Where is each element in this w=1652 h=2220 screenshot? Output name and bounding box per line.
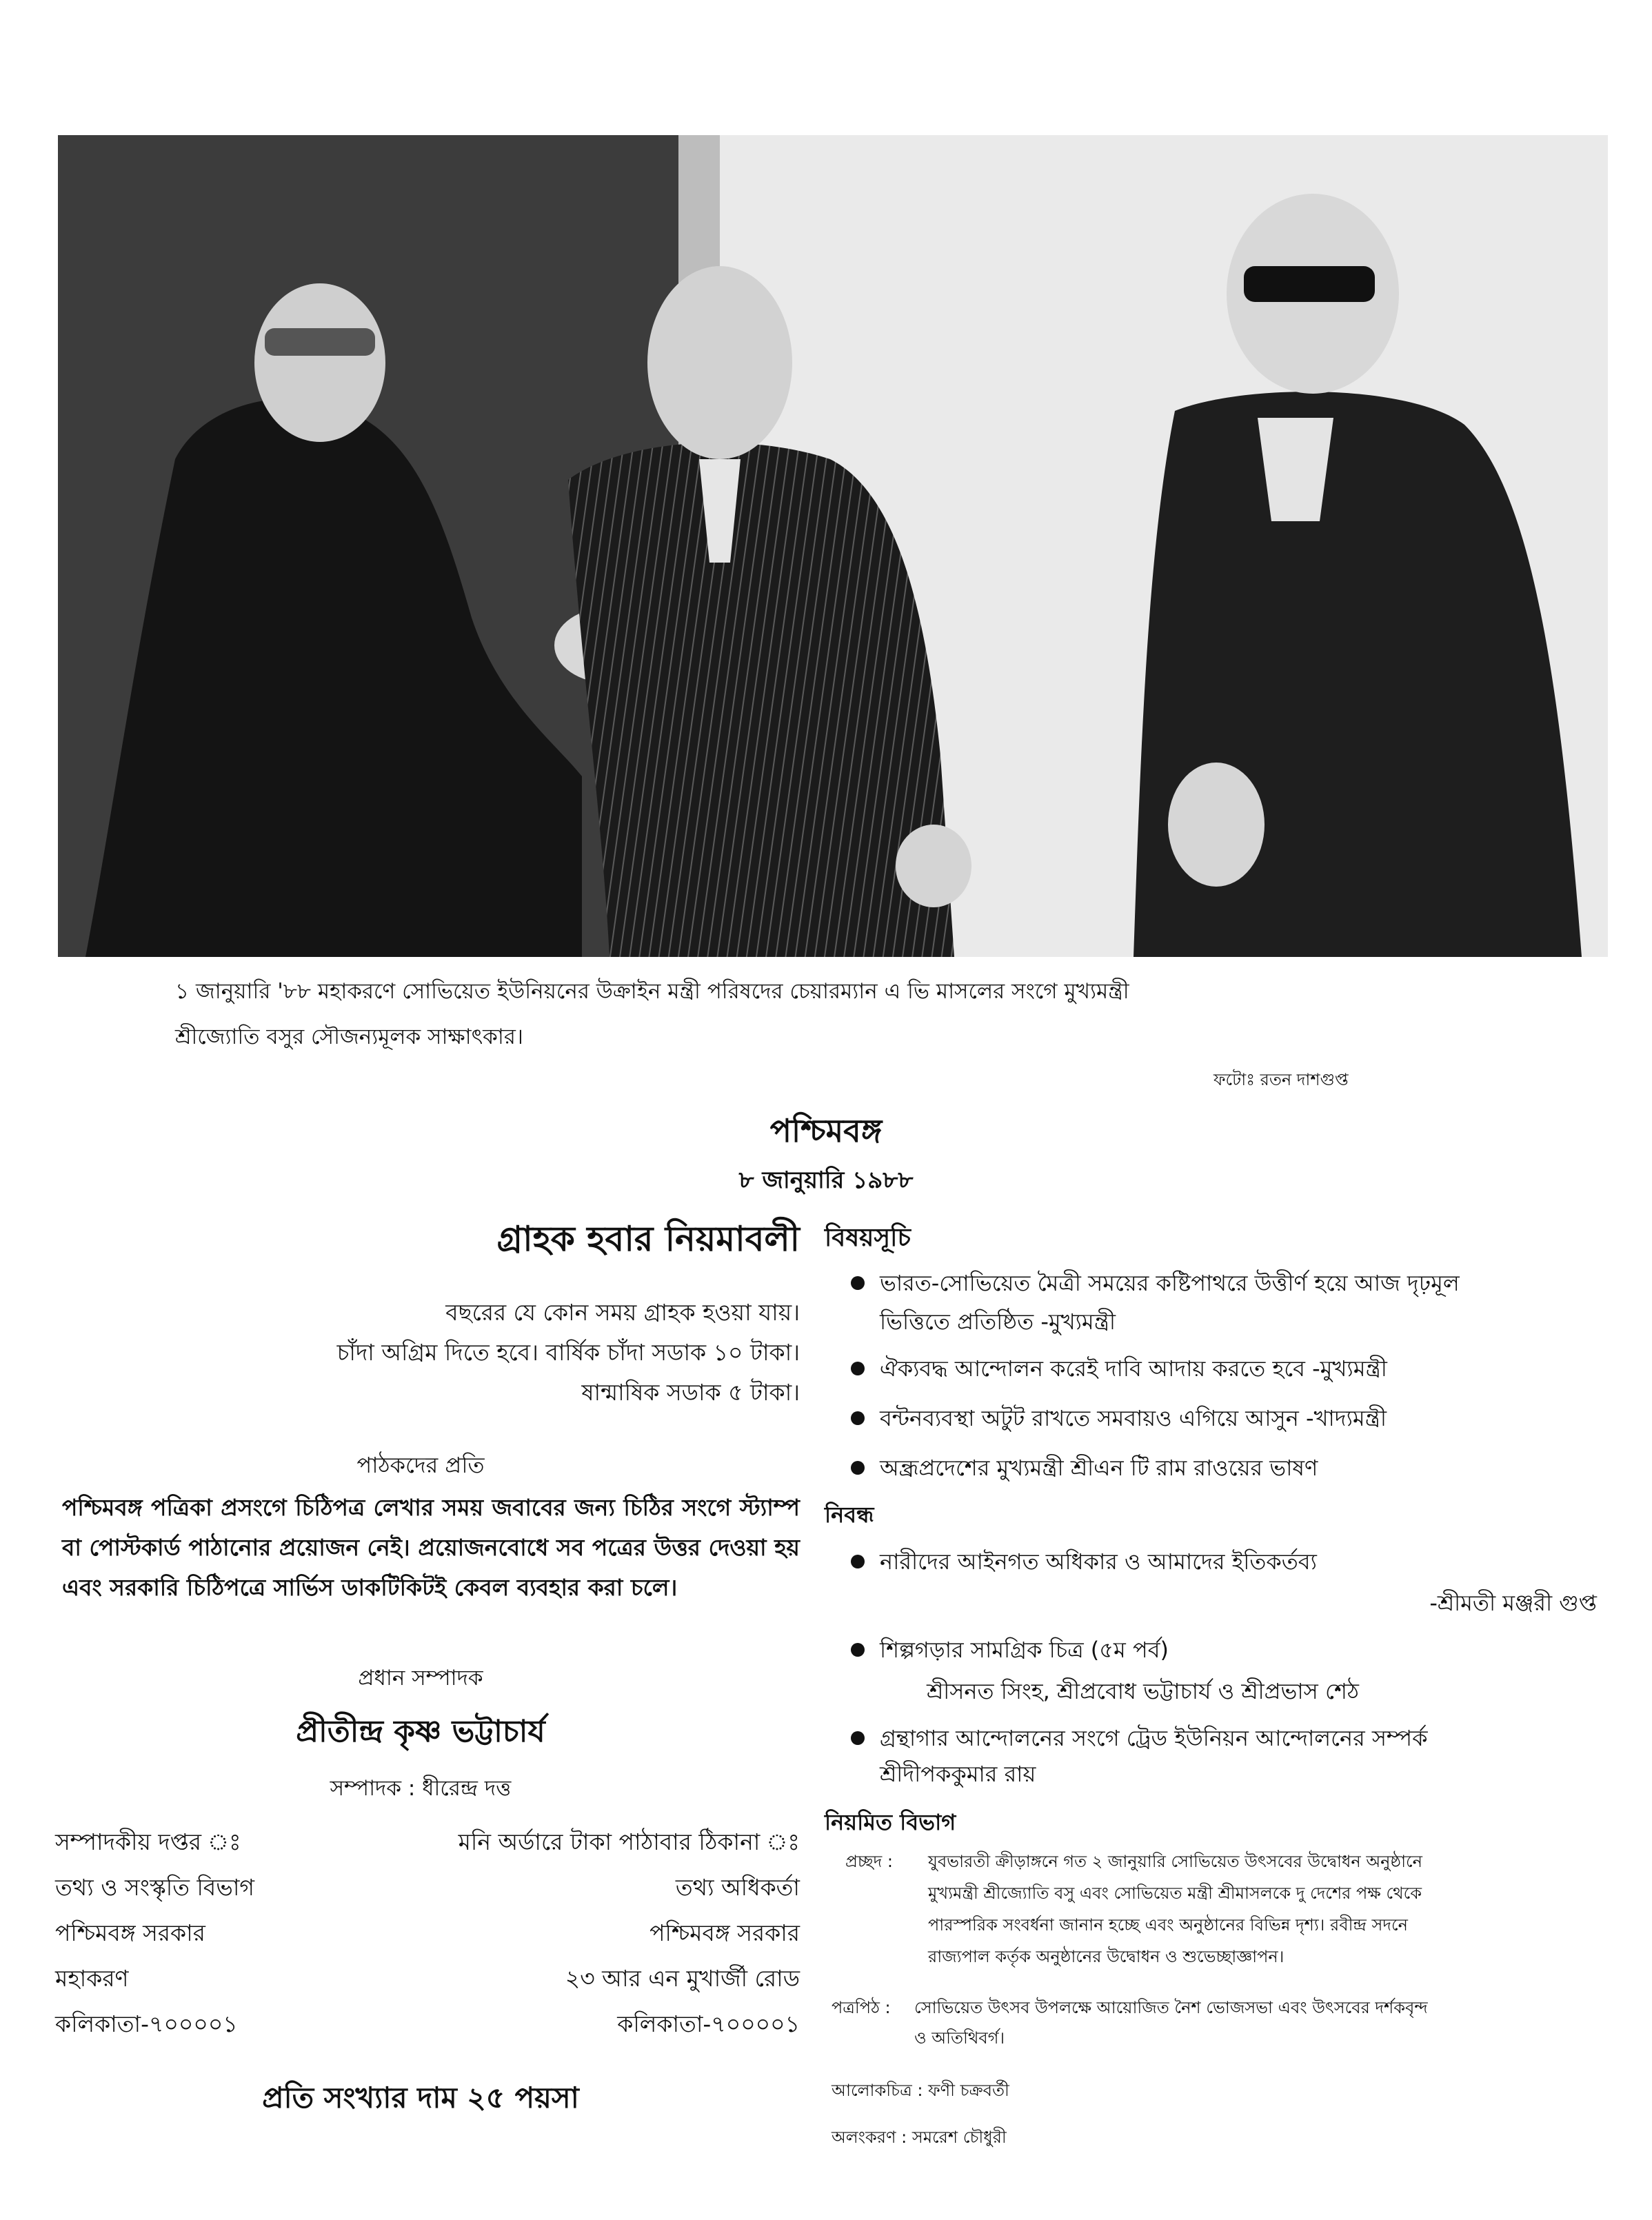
decoration-credit-line: অলংকরণ : সমরেশ চৌধুরী [832, 2128, 1007, 2147]
cover-line-2: মুখ্যমন্ত্রী শ্রীজ্যোতি বসু এবং সোভিয়েত মন্ত্রী শ্রীমাসলকে দু দেশের পক্ষ থেকে [928, 1884, 1422, 1903]
subscription-line-1: বছরের যে কোন সময় গ্রাহক হওয়া যায়। [445, 1299, 800, 1326]
masthead-title: পশ্চিমবঙ্গ [769, 1112, 883, 1149]
contents-item-1-line-1: ভারত-সোভিয়েত মৈত্রী সময়ের কষ্টিপাথরে উত্তীর্ণ হয়ে আজ দৃঢ়মূল [880, 1270, 1460, 1296]
cover-line-3: পারস্পরিক সংবর্ধনা জানান হচ্ছে এবং অনুষ্ঠানের বিভিন্ন দৃশ্য। রবীন্দ্র সদনে [928, 1915, 1408, 1935]
essay-item-2-authors: শ্রীসনত সিংহ, শ্রীপ্রবোধ ভট্টাচার্য ও শ্রীপ্রভাস শেঠ [927, 1678, 1359, 1704]
photo-caption-line-1: ১ জানুয়ারি '৮৮ মহাকরণে সোভিয়েত ইউনিয়নের উক্রাইন মন্ত্রী পরিষদের চেয়ারম্যান এ ভি মাসলের সংগে মুখ্যমন্ত্রী [175, 979, 1129, 1004]
cover-line-1: যুবভারতী ক্রীড়াঙ্গনে গত ২ জানুয়ারি সোভিয়েত উৎসবের উদ্বোধন অনুষ্ঠানে [928, 1852, 1422, 1871]
contents-item-4: অন্ধ্রপ্রদেশের মুখ্যমন্ত্রী শ্রীএন টি রাম রাওয়ের ভাষণ [880, 1455, 1318, 1481]
cover-label: প্রচ্ছদ : [845, 1852, 893, 1871]
address-right-1: মনি অর্ডারে টাকা পাঠাবার ঠিকানা ঃ [458, 1828, 800, 1855]
bullet-icon [851, 1411, 865, 1425]
editor-line: সম্পাদক : ধীরেন্দ্র দত্ত [330, 1776, 512, 1801]
contents-heading: বিষয়সূচি [825, 1224, 911, 1252]
photo-credit-line: আলোকচিত্র : ফণী চক্রবর্তী [832, 2081, 1009, 2100]
bullet-icon [851, 1362, 865, 1375]
price-line: প্রতি সংখ্যার দাম ২৫ পয়সা [262, 2081, 579, 2115]
address-left-5: কলিকাতা-৭০০০০১ [55, 2010, 238, 2037]
photo-credit: ফটোঃ রতন দাশগুপ্ত [1213, 1070, 1349, 1089]
news-photo-illustration [58, 135, 1608, 957]
contents-item-2: ঐক্যবদ্ধ আন্দোলন করেই দাবি আদায় করতে হবে -মুখ্যমন্ত্রী [880, 1355, 1387, 1382]
essays-heading: নিবন্ধ [825, 1502, 874, 1528]
essay-item-3-line-1: গ্রন্থাগার আন্দোলনের সংগে ট্রেড ইউনিয়ন আন্দোলনের সম্পর্ক [880, 1725, 1428, 1751]
subscription-line-2: চাঁদা অগ্রিম দিতে হবে। বার্ষিক চাঁদা সডাক ১০ টাকা। [336, 1339, 800, 1366]
chief-editor-label: প্রধান সম্পাদক [358, 1666, 483, 1691]
bullet-icon [851, 1643, 865, 1657]
bullet-icon [851, 1461, 865, 1475]
bullet-icon [851, 1276, 865, 1290]
photo-caption-line-2: শ্রীজ্যোতি বসুর সৌজন্যমূলক সাক্ষাৎকার। [175, 1025, 524, 1049]
address-right-3: পশ্চিমবঙ্গ সরকার [649, 1919, 800, 1946]
bullet-icon [851, 1731, 865, 1745]
cover-line-4: রাজ্যপাল কর্তৃক অনুষ্ঠানের উদ্বোধন ও শুভেচ্ছাজ্ঞাপন। [928, 1947, 1285, 1966]
chief-editor-name: প্রীতীন্দ্র কৃষ্ণ ভট্টাচার্য [296, 1714, 545, 1749]
back-cover-line-2: ও অতিথিবর্গ। [914, 2028, 1005, 2048]
subscription-heading: গ্রাহক হবার নিয়মাবলী [496, 1219, 800, 1259]
masthead-date: ৮ জানুয়ারি ১৯৮৮ [738, 1167, 914, 1194]
address-left-3: পশ্চিমবঙ্গ সরকার [55, 1919, 205, 1946]
address-right-5: কলিকাতা-৭০০০০১ [617, 2010, 800, 2037]
regular-heading: নিয়মিত বিভাগ [825, 1809, 956, 1835]
address-left-1: সম্পাদকীয় দপ্তর ঃ [55, 1828, 241, 1855]
address-left-4: মহাকরণ [55, 1965, 129, 1992]
essay-item-1-line-1: নারীদের আইনগত অধিকার ও আমাদের ইতিকর্তব্য [880, 1548, 1317, 1575]
address-right-4: ২৩ আর এন মুখার্জী রোড [565, 1965, 800, 1992]
address-right-2: তথ্য অধিকর্তা [675, 1874, 800, 1901]
bullet-icon [851, 1555, 865, 1568]
news-photo [58, 135, 1608, 957]
back-cover-label: পত্রপিঠ : [832, 1998, 891, 2017]
address-left-2: তথ্য ও সংস্কৃতি বিভাগ [55, 1874, 255, 1901]
contents-item-3: বন্টনব্যবস্থা অটুট রাখতে সমবায়ও এগিয়ে আসুন -খাদ্যমন্ত্রী [880, 1405, 1387, 1431]
back-cover-line-1: সোভিয়েত উৎসব উপলক্ষে আয়োজিত নৈশ ভোজসভা এবং উৎসবের দর্শকবৃন্দ [914, 1998, 1428, 2017]
essay-item-3-author: শ্রীদীপককুমার রায় [880, 1761, 1036, 1787]
readers-paragraph: পশ্চিমবঙ্গ পত্রিকা প্রসংগে চিঠিপত্র লেখার সময় জবাবের জন্য চিঠির সংগে স্ট্যাম্প বা পোস্টকার্ড পাঠানোর প্রয়োজন নেই। প্রয়োজনবোধে সব পত্রের উত্তর দেওয়া হয় এবং সরকারি চিঠিপত্রে সার্ভিস ডাকটিকিটই কেবল ব্যবহার করা চলে। [62, 1494, 800, 1601]
essay-item-1-author: -শ্রীমতী মঞ্জরী গুপ্ত [1429, 1590, 1597, 1616]
essay-item-2-line-1: শিল্পগড়ার সামগ্রিক চিত্র (৫ম পর্ব) [880, 1637, 1169, 1663]
contents-item-1-line-2: ভিত্তিতে প্রতিষ্ঠিত -মুখ্যমন্ত্রী [880, 1309, 1116, 1335]
readers-heading: পাঠকদের প্রতি [356, 1452, 485, 1478]
subscription-line-3: ষান্মাষিক সডাক ৫ টাকা। [581, 1379, 800, 1406]
